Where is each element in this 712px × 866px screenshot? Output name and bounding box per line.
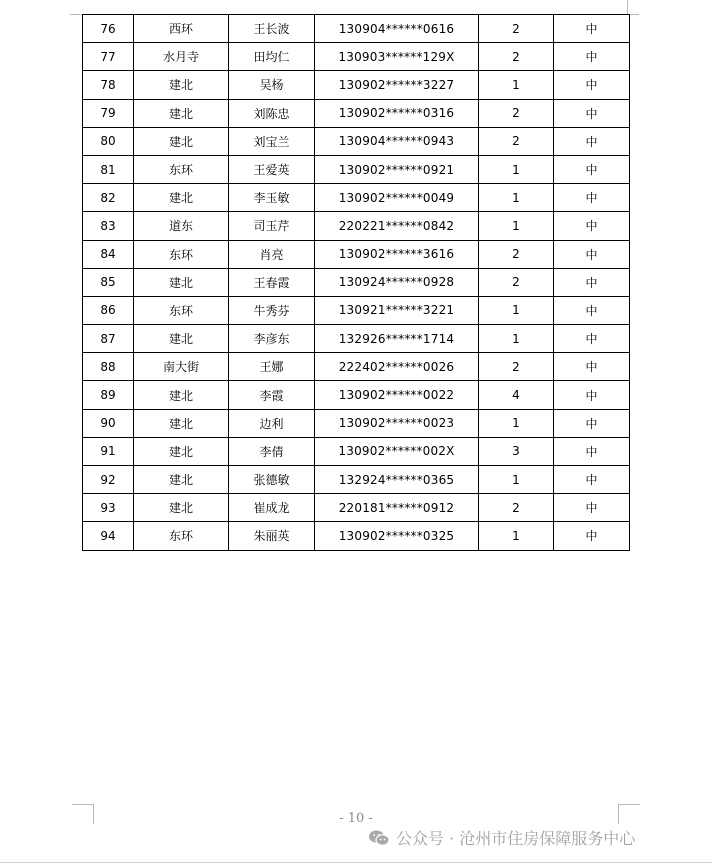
cell-household-size: 2: [479, 240, 554, 268]
table-row: [83, 522, 630, 550]
watermark-text: 公众号 · 沧州市住房保障服务中心: [396, 829, 636, 848]
cell-category: 中: [554, 437, 630, 465]
cell-category: 中: [554, 494, 630, 522]
cell-household-size: 2: [479, 99, 554, 127]
cell-category: 中: [554, 381, 630, 409]
cell-id-number: 132924******0365: [315, 466, 479, 494]
cell-household-size: 2: [479, 43, 554, 71]
crop-mark-bottom-right: [618, 804, 640, 805]
cell-district: 东环: [134, 240, 229, 268]
table-row: [83, 184, 630, 212]
table-row: [83, 466, 630, 494]
cell-id-number: 130924******0928: [315, 268, 479, 296]
cell-household-size: 2: [479, 494, 554, 522]
table-row: [83, 268, 630, 296]
cell-row-number: 80: [83, 127, 134, 155]
cell-row-number: 82: [83, 184, 134, 212]
table-row: [83, 15, 630, 43]
cell-row-number: 88: [83, 353, 134, 381]
cell-category: 中: [554, 127, 630, 155]
roster-table-body: [83, 15, 630, 551]
cell-district: 建北: [134, 325, 229, 353]
table-row: [83, 494, 630, 522]
cell-household-size: 4: [479, 381, 554, 409]
cell-category: 中: [554, 212, 630, 240]
cell-household-size: 1: [479, 409, 554, 437]
cell-row-number: 81: [83, 155, 134, 183]
cell-district: 建北: [134, 494, 229, 522]
cell-row-number: 84: [83, 240, 134, 268]
cell-category: 中: [554, 268, 630, 296]
cell-name: 李玉敏: [229, 184, 315, 212]
cell-id-number: 130902******0316: [315, 99, 479, 127]
cell-id-number: 130904******0943: [315, 127, 479, 155]
cell-name: 王娜: [229, 353, 315, 381]
cell-district: 建北: [134, 71, 229, 99]
cell-category: 中: [554, 15, 630, 43]
roster-table: [82, 14, 630, 551]
cell-name: 田均仁: [229, 43, 315, 71]
cell-row-number: 86: [83, 296, 134, 324]
cell-household-size: 2: [479, 127, 554, 155]
cell-category: 中: [554, 240, 630, 268]
cell-household-size: 1: [479, 212, 554, 240]
cell-row-number: 83: [83, 212, 134, 240]
cell-category: 中: [554, 99, 630, 127]
cell-name: 司玉芹: [229, 212, 315, 240]
cell-household-size: 1: [479, 466, 554, 494]
crop-mark-top-right-vertical: [627, 0, 628, 14]
cell-category: 中: [554, 296, 630, 324]
table-row: [83, 240, 630, 268]
cell-district: 东环: [134, 155, 229, 183]
cell-id-number: 220181******0912: [315, 494, 479, 522]
cell-row-number: 94: [83, 522, 134, 550]
cell-id-number: 130921******3221: [315, 296, 479, 324]
cell-name: 肖亮: [229, 240, 315, 268]
cell-name: 张德敏: [229, 466, 315, 494]
cell-category: 中: [554, 522, 630, 550]
cell-district: 建北: [134, 466, 229, 494]
cell-id-number: 130903******129X: [315, 43, 479, 71]
cell-district: 南大街: [134, 353, 229, 381]
cell-row-number: 92: [83, 466, 134, 494]
cell-district: 东环: [134, 522, 229, 550]
cell-name: 王长波: [229, 15, 315, 43]
cell-district: 建北: [134, 99, 229, 127]
cell-row-number: 87: [83, 325, 134, 353]
table-row: [83, 127, 630, 155]
cell-name: 王春霞: [229, 268, 315, 296]
cell-row-number: 89: [83, 381, 134, 409]
cell-name: 李彦东: [229, 325, 315, 353]
table-row: [83, 99, 630, 127]
cell-name: 李霞: [229, 381, 315, 409]
cell-id-number: 132926******1714: [315, 325, 479, 353]
cell-id-number: 130904******0616: [315, 15, 479, 43]
cell-row-number: 85: [83, 268, 134, 296]
cell-district: 建北: [134, 268, 229, 296]
cell-household-size: 1: [479, 522, 554, 550]
table-row: [83, 381, 630, 409]
wechat-icon: [368, 829, 390, 847]
table-row: [83, 437, 630, 465]
cell-id-number: 130902******0049: [315, 184, 479, 212]
cell-row-number: 93: [83, 494, 134, 522]
cell-id-number: 130902******3227: [315, 71, 479, 99]
table-row: [83, 155, 630, 183]
cell-row-number: 76: [83, 15, 134, 43]
cell-district: 道东: [134, 212, 229, 240]
table-row: [83, 409, 630, 437]
cell-name: 朱丽英: [229, 522, 315, 550]
cell-household-size: 3: [479, 437, 554, 465]
cell-id-number: 220221******0842: [315, 212, 479, 240]
table-row: [83, 325, 630, 353]
cell-category: 中: [554, 71, 630, 99]
cell-id-number: 222402******0026: [315, 353, 479, 381]
table-row: [83, 353, 630, 381]
cell-category: 中: [554, 184, 630, 212]
cell-id-number: 130902******0023: [315, 409, 479, 437]
cell-household-size: 2: [479, 353, 554, 381]
cell-row-number: 78: [83, 71, 134, 99]
cell-name: 边利: [229, 409, 315, 437]
cell-category: 中: [554, 353, 630, 381]
cell-household-size: 1: [479, 325, 554, 353]
bottom-divider: [0, 862, 712, 863]
crop-mark-bottom-left: [72, 804, 94, 805]
cell-household-size: 1: [479, 296, 554, 324]
table-row: [83, 43, 630, 71]
cell-id-number: 130902******0325: [315, 522, 479, 550]
cell-row-number: 79: [83, 99, 134, 127]
cell-id-number: 130902******002X: [315, 437, 479, 465]
cell-name: 崔成龙: [229, 494, 315, 522]
cell-name: 吴杨: [229, 71, 315, 99]
cell-district: 建北: [134, 437, 229, 465]
cell-row-number: 91: [83, 437, 134, 465]
cell-district: 水月寺: [134, 43, 229, 71]
cell-row-number: 77: [83, 43, 134, 71]
cell-household-size: 1: [479, 155, 554, 183]
cell-household-size: 1: [479, 71, 554, 99]
cell-name: 刘宝兰: [229, 127, 315, 155]
table-row: [83, 71, 630, 99]
cell-name: 李倩: [229, 437, 315, 465]
table-row: [83, 296, 630, 324]
cell-category: 中: [554, 409, 630, 437]
cell-district: 建北: [134, 381, 229, 409]
cell-category: 中: [554, 325, 630, 353]
cell-district: 东环: [134, 296, 229, 324]
cell-district: 西环: [134, 15, 229, 43]
cell-name: 刘陈忠: [229, 99, 315, 127]
table-row: [83, 212, 630, 240]
watermark: [368, 826, 635, 849]
cell-household-size: 1: [479, 184, 554, 212]
cell-name: 牛秀芬: [229, 296, 315, 324]
cell-district: 建北: [134, 409, 229, 437]
cell-category: 中: [554, 466, 630, 494]
cell-household-size: 2: [479, 268, 554, 296]
page-number: - 10 -: [339, 811, 373, 826]
cell-id-number: 130902******0921: [315, 155, 479, 183]
cell-category: 中: [554, 155, 630, 183]
cell-district: 建北: [134, 184, 229, 212]
cell-category: 中: [554, 43, 630, 71]
cell-id-number: 130902******0022: [315, 381, 479, 409]
cell-name: 王爱英: [229, 155, 315, 183]
cell-id-number: 130902******3616: [315, 240, 479, 268]
cell-district: 建北: [134, 127, 229, 155]
cell-household-size: 2: [479, 15, 554, 43]
cell-row-number: 90: [83, 409, 134, 437]
